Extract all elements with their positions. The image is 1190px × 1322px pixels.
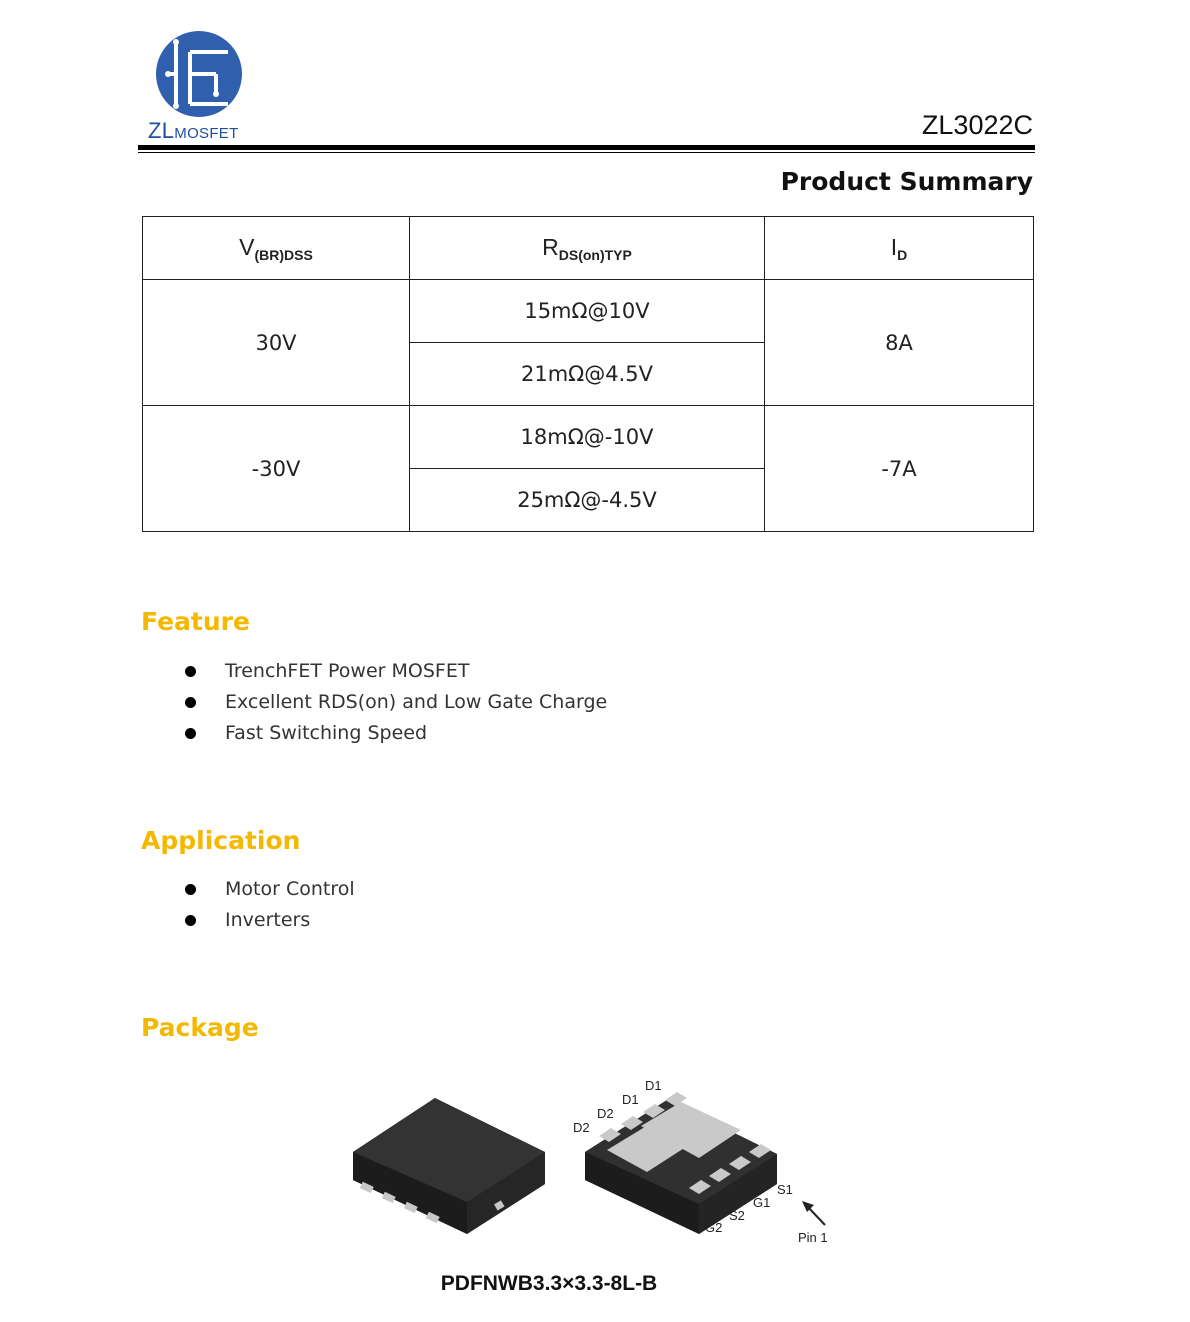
- bullet-icon: [185, 884, 196, 895]
- header-id: $I_D$: [765, 217, 1034, 280]
- cell-rds: 25mΩ@-4.5V: [410, 469, 765, 532]
- cell-vbrdss: 30V: [143, 280, 410, 406]
- package-top-view: [353, 1098, 545, 1234]
- list-item-text: Inverters: [225, 909, 311, 931]
- cell-id: 8A: [765, 280, 1034, 406]
- bullet-icon: [185, 728, 196, 739]
- product-summary-title: Product Summary: [780, 167, 1033, 196]
- package-bottom-view: [573, 1078, 828, 1245]
- application-heading: Application: [141, 826, 301, 855]
- part-number: ZL3022C: [921, 110, 1033, 140]
- feature-heading: Feature: [141, 607, 250, 636]
- header-rule-thick: [138, 145, 1035, 150]
- list-item: [141, 656, 607, 687]
- pin-label-s2: S2: [729, 1208, 745, 1223]
- list-item-text: TrenchFET Power MOSFET: [225, 660, 470, 682]
- bullet-icon: [185, 915, 196, 926]
- cell-id: -7A: [765, 406, 1034, 532]
- cell-rds: 18mΩ@-10V: [410, 406, 765, 469]
- feature-list: [141, 656, 607, 749]
- header-vbrdss: $V_{(BR)DSS}$: [143, 217, 410, 280]
- cell-rds: 21mΩ@4.5V: [410, 343, 765, 406]
- list-item: [141, 718, 607, 749]
- header-rdson: $R_{DS(on)TYP}$: [410, 217, 765, 280]
- table-row: [143, 406, 1034, 469]
- list-item-text: Motor Control: [225, 878, 355, 900]
- list-item: [141, 874, 355, 905]
- application-list: [141, 874, 355, 936]
- pin-label-d2-outer: D2: [573, 1120, 590, 1135]
- logo-wordmark: [148, 118, 239, 144]
- pin-label-d2-inner: D2: [597, 1106, 614, 1121]
- pin-label-d1-outer: D1: [645, 1078, 662, 1093]
- list-item-text: Fast Switching Speed: [225, 722, 428, 744]
- list-item-text: Excellent RDS(on) and Low Gate Charge: [225, 691, 608, 713]
- pin-label-d1-inner: D1: [622, 1092, 639, 1107]
- pin-1-label: Pin 1: [798, 1230, 828, 1245]
- table-header-row: [143, 217, 1034, 280]
- pin-label-g2: G2: [705, 1220, 723, 1235]
- logo-text-zl: ZL: [148, 118, 175, 143]
- package-name: PDFNWB3.3×3.3-8L-B: [440, 1272, 658, 1295]
- cell-vbrdss: -30V: [143, 406, 410, 532]
- list-item: [141, 905, 355, 936]
- cell-rds: 15mΩ@10V: [410, 280, 765, 343]
- bullet-icon: [185, 666, 196, 677]
- pin-label-g1: G1: [753, 1195, 771, 1210]
- table-row: [143, 280, 1034, 343]
- list-item: [141, 687, 607, 718]
- package-illustration: [345, 1072, 845, 1257]
- header-rule-thin: [138, 152, 1035, 153]
- package-heading: Package: [141, 1013, 259, 1042]
- bullet-icon: [185, 697, 196, 708]
- logo-text-mosfet: MOSFET: [174, 125, 239, 142]
- product-summary-table: [142, 216, 1034, 532]
- pin-label-s1: S1: [777, 1182, 793, 1197]
